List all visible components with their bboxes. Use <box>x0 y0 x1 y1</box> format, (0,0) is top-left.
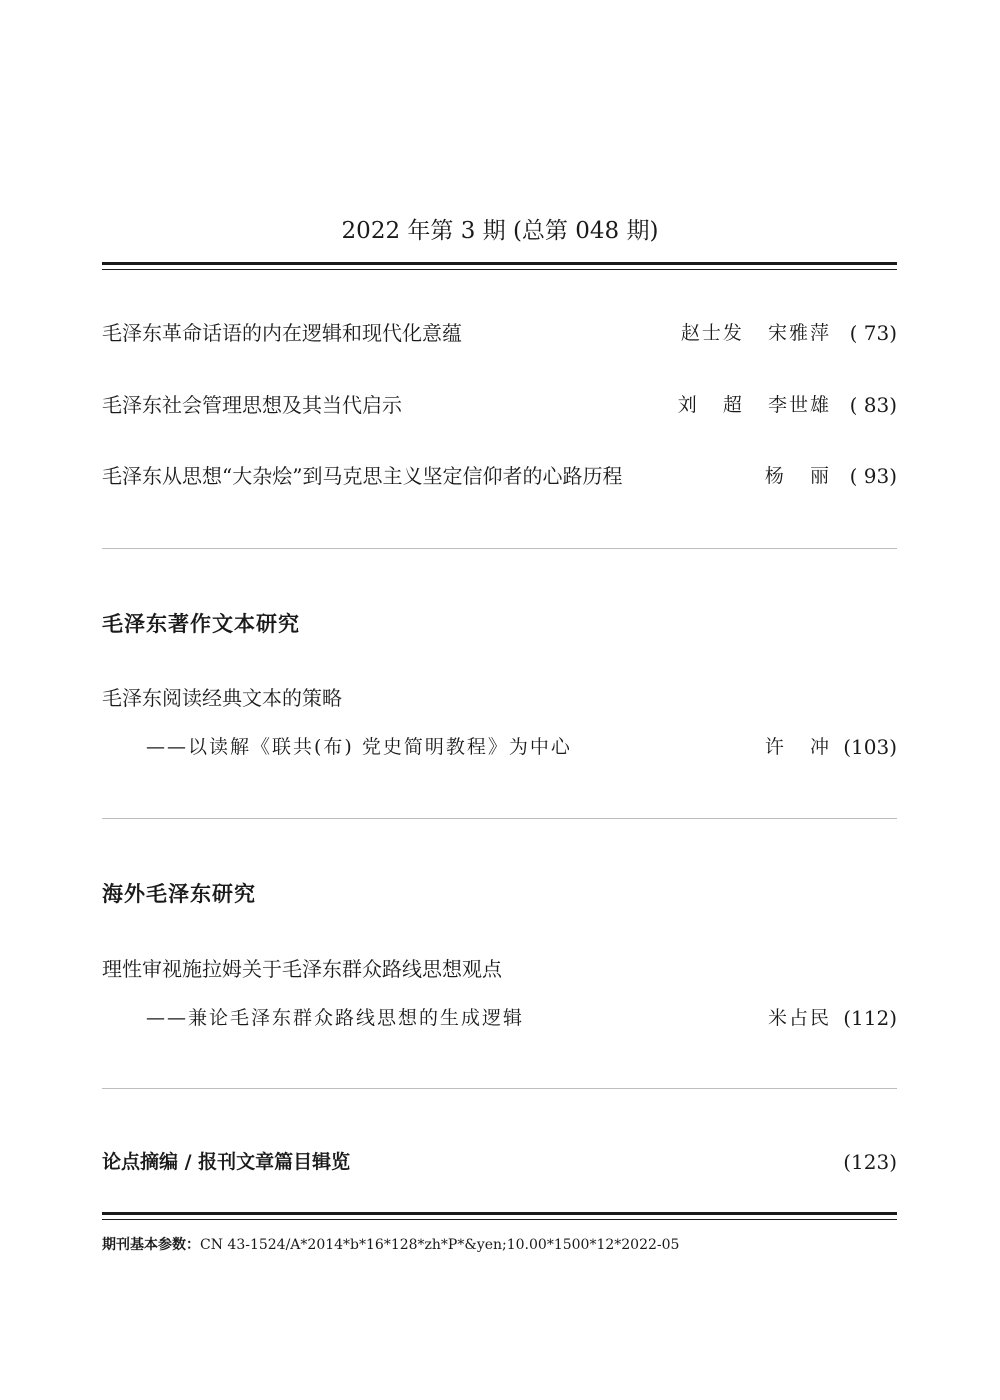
entry-authors: 赵士发 宋雅萍 <box>680 322 831 344</box>
section-divider <box>102 1088 897 1089</box>
entry-page: ( 73) <box>849 321 897 345</box>
entry-subtitle: ——以读解《联共(布) 党史简明教程》为中心 <box>146 736 572 758</box>
toc-entry[interactable] <box>102 317 897 349</box>
section-heading: 毛泽东著作文本研究 <box>102 612 300 636</box>
entry-title: 毛泽东社会管理思想及其当代启示 <box>102 393 402 417</box>
section-divider <box>102 548 897 549</box>
toc-entry[interactable] <box>102 389 897 421</box>
entry-title: 理性审视施拉姆关于毛泽东群众路线思想观点 <box>102 957 502 981</box>
entry-subtitle: ——兼论毛泽东群众路线思想的生成逻辑 <box>146 1007 525 1029</box>
toc-entry-subtitle-line[interactable] <box>102 731 897 763</box>
toc-entry[interactable] <box>102 1146 897 1178</box>
entry-authors: 刘 超 李世雄 <box>677 394 831 416</box>
entry-title: 毛泽东革命话语的内在逻辑和现代化意蕴 <box>102 321 462 345</box>
entry-page: ( 93) <box>849 464 897 488</box>
entry-page: (103) <box>843 735 897 759</box>
toc-entry-subtitle-line[interactable] <box>102 1002 897 1034</box>
entry-page: (112) <box>843 1006 897 1030</box>
entry-authors: 许 冲 <box>764 736 831 758</box>
toc-entry[interactable] <box>102 460 897 492</box>
toc-entry-title-line[interactable] <box>102 682 897 714</box>
bottom-double-rule <box>102 1212 897 1220</box>
entry-authors: 米占民 <box>767 1007 831 1029</box>
toc-entry-title-line[interactable] <box>102 953 897 985</box>
section-heading: 论点摘编 / 报刊文章篇目辑览 <box>102 1151 351 1173</box>
entry-page: (123) <box>843 1150 897 1174</box>
journal-parameters <box>102 1234 679 1256</box>
entry-title: 毛泽东从思想“大杂烩”到马克思主义坚定信仰者的心路历程 <box>102 464 623 488</box>
footer-label: 期刊基本参数： <box>102 1237 200 1253</box>
footer-text: CN 43-1524/A*2014*b*16*128*zh*P*&yen;10.00*1500*12*2022-05 <box>200 1237 680 1253</box>
entry-authors: 杨 丽 <box>764 465 831 487</box>
section-divider <box>102 818 897 819</box>
section-heading: 海外毛泽东研究 <box>102 882 256 906</box>
entry-title: 毛泽东阅读经典文本的策略 <box>102 686 342 710</box>
top-double-rule <box>102 262 897 270</box>
entry-page: ( 83) <box>849 393 897 417</box>
issue-title: 2022 年第 3 期 (总第 048 期) <box>341 218 659 244</box>
